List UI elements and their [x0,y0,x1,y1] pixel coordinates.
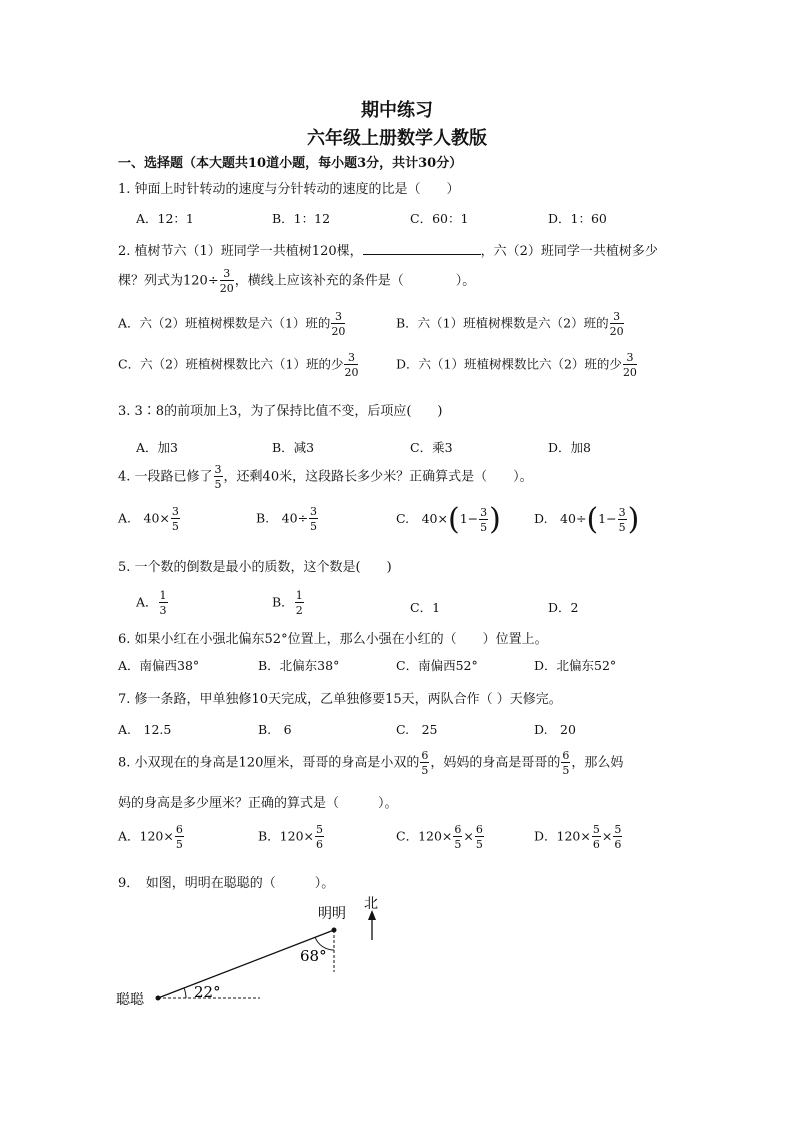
q2-option-d: D．六（1）班植树棵数比六（2）班的少 $\frac{3}{20}$ [396,351,637,379]
q4-option-c: C. 40×(1− $\frac{3}{5}$ ) [396,502,501,537]
congcong-point [156,996,161,1001]
q8-line2: 妈的身高是多少厘米？正确的算式是（ ）。 [118,796,398,811]
page-subtitle: 六年级上册数学人教版 [307,128,487,149]
q8-line1: 8. 小双现在的身高是120厘米，哥哥的身高是小双的 $\frac{6}{5}$ ，妈妈的身高是哥哥的 $\frac{6}{5}$ ，那么妈 [118,749,624,777]
q9-stem: 9． 如图，明明在聪聪的（ ）。 [118,876,335,891]
north-label: 北 [364,896,378,912]
congcong-label: 聪聪 [116,992,144,1008]
q8-option-b: B．120× $\frac{5}{6}$ [258,823,324,851]
q4-option-b: B. 40÷ $\frac{3}{5}$ [256,505,318,533]
q6-option-a: A．南偏西38° [118,658,200,673]
q2-fraction: $\frac{3}{20}$ [219,267,234,295]
q5-stem: 5. 一个数的倒数是最小的质数，这个数是( ) [118,560,392,575]
q2-blank-line [363,242,481,255]
q1-option-b: B．1：12 [272,211,331,226]
q8-option-a: A．120× $\frac{6}{5}$ [118,823,183,851]
mingming-label: 明明 [318,906,346,922]
angle-22-label: 22° [194,983,221,1001]
q4-stem: 4. 一段路已修了 $\frac{3}{5}$ ，还剩40米，这段路长多少米？正确算式是（ ）。 [118,463,533,491]
q3-option-d: D．加8 [548,440,591,455]
q1-stem: 1. 钟面上时针转动的速度与分针转动的速度的比是（ ） [118,182,460,197]
q5-option-d: D．2 [548,600,579,615]
q4-fraction: $\frac{3}{5}$ [214,463,222,491]
q3-option-c: C．乘3 [410,440,453,455]
q4-option-a: A. 40× $\frac{3}{5}$ [118,505,179,533]
q3-stem: 3. 3∶8的前项加上3，为了保持比值不变，后项应( ) [118,404,443,419]
q8-option-d: D．120× $\frac{5}{6}$ × $\frac{5}{6}$ [534,823,622,851]
q8-option-c: C．120× $\frac{6}{5}$ × $\frac{6}{5}$ [396,823,483,851]
q2-option-a: A．六（2）班植树棵数是六（1）班的 $\frac{3}{20}$ [118,310,346,338]
q2-line1: 2. 植树节六（1）班同学一共植树120棵， ，六（2）班同学一共植树多少 [118,244,658,259]
q7-stem: 7. 修一条路，甲单独修10天完成，乙单独修要15天，两队合作（ ）天修完。 [118,692,562,707]
q7-option-b: B. 6 [258,722,292,737]
q3-option-b: B．减3 [272,440,315,455]
q5-option-a: A． $\frac{1}{3}$ [136,589,167,617]
q2-line2: 棵？列式为120÷ $\frac{3}{20}$ ，横线上应该补充的条件是（ ）。 [118,267,476,295]
section-heading: 一、选择题（本大题共10道小题，每小题3分，共计30分） [118,156,463,171]
q7-option-d: D. 20 [534,722,576,737]
mingming-point [332,928,337,933]
q5-option-b: B． $\frac{1}{2}$ [272,589,303,617]
q6-option-b: B．北偏东38° [258,658,340,673]
q2-option-b: B．六（1）班植树棵数是六（2）班的 $\frac{3}{20}$ [396,310,624,338]
q2-option-c: C．六（2）班植树棵数比六（1）班的少 $\frac{3}{20}$ [118,351,359,379]
q7-option-a: A. 12.5 [118,722,172,737]
q1-option-d: D．1：60 [548,211,607,226]
q5-option-c: C．1 [410,600,441,615]
q6-option-d: D．北偏东52° [534,658,617,673]
q7-option-c: C. 25 [396,722,438,737]
direction-diagram [110,888,410,1018]
q3-option-a: A．加3 [136,440,178,455]
q6-option-c: C．南偏西52° [396,658,478,673]
angle-68-label: 68° [300,947,327,965]
q1-option-a: A．12：1 [136,211,194,226]
angle-arc-bottom [184,988,186,998]
q4-option-d: D. 40÷(1− $\frac{3}{5}$ ) [534,502,640,537]
q1-option-c: C．60：1 [410,211,469,226]
q6-stem: 6. 如果小红在小强北偏东52°位置上，那么小强在小红的（ ）位置上。 [118,632,548,647]
page-title: 期中练习 [361,100,433,121]
